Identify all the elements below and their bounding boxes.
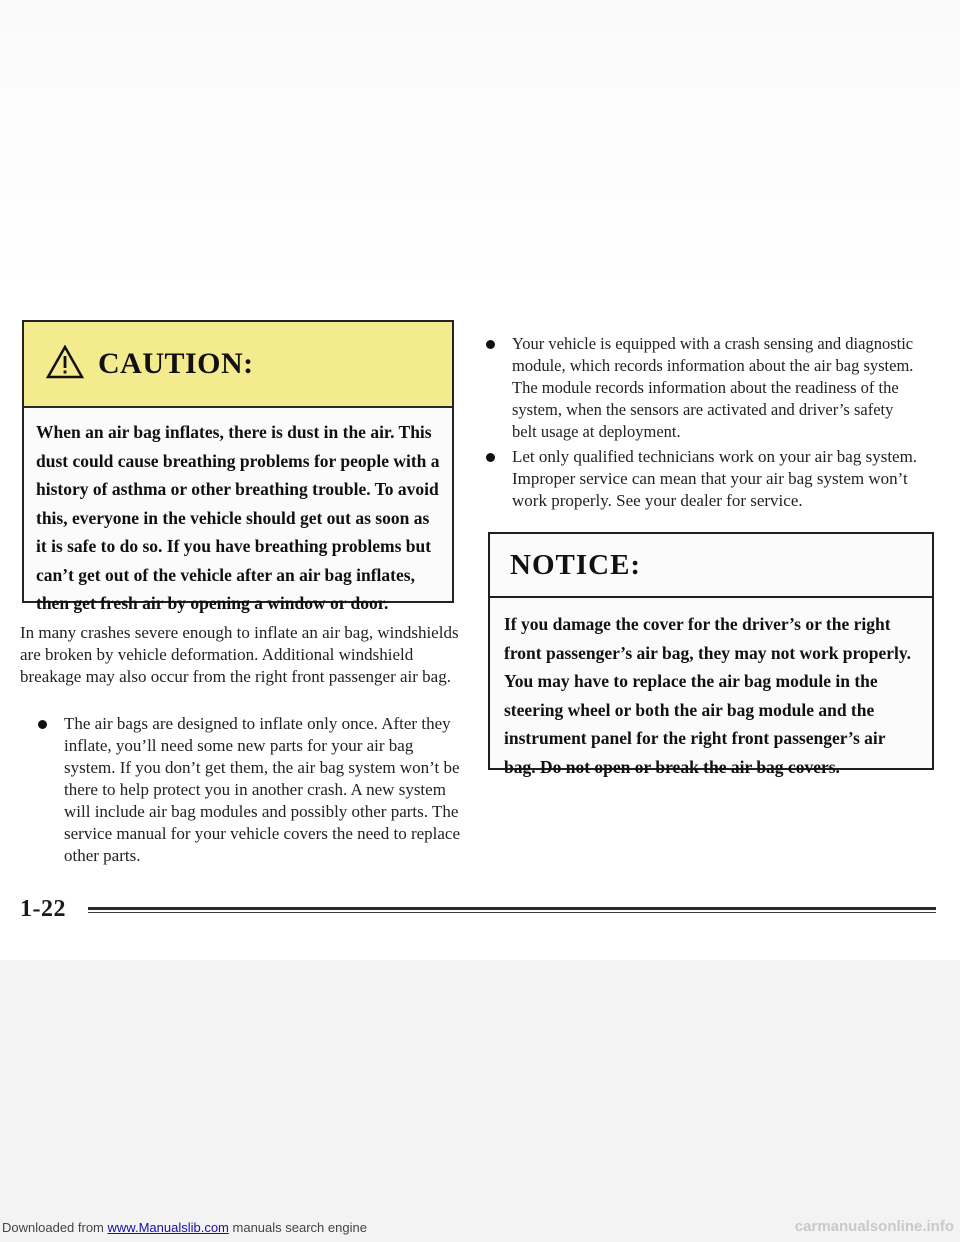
footer-rule-thin xyxy=(88,912,936,913)
scan-shade-bottom xyxy=(0,960,960,1242)
footer-prefix: Downloaded from xyxy=(2,1220,104,1235)
caution-box xyxy=(22,320,454,613)
caution-title: CAUTION: xyxy=(98,347,254,380)
watermark: carmanualsonline.info xyxy=(794,1218,954,1235)
manualslib-link[interactable]: www.Manualslib.com xyxy=(107,1220,229,1235)
page-number: 1-22 xyxy=(20,896,66,922)
notice-text: If you damage the cover for the driver’s or the right front passenger’s air bag, they may not work properly. You may have to replace the air bag module in the steering wheel or both the air bag module and the instrument panel for the right front passenger’s air bag. Do not open or break the air bag covers. xyxy=(504,614,912,777)
notice-header xyxy=(490,534,932,598)
bullet-item xyxy=(64,713,464,867)
download-footer xyxy=(2,1220,367,1235)
bullet-text: Your vehicle is equipped with a crash sensing and diagnostic module, which records information about the air bag system. The module records information about the readiness of the system, when the sensors are activated and driver’s safety belt usage at deployment. xyxy=(512,334,914,441)
notice-box xyxy=(488,532,934,777)
notice-title: NOTICE: xyxy=(510,548,642,581)
bullet-text: Let only qualified technicians work on your air bag system. Improper service can mean that your air bag system won’t work properly. See your dealer for service. xyxy=(512,447,918,510)
bullet-item xyxy=(512,333,922,443)
bullet-text: The air bags are designed to inflate only once. After they inflate, you’ll need some new parts for your air bag system. If you don’t get them, the air bag system won’t be there to help protect you in another crash. A new system will include air bag modules and possibly other parts. The service manual for your vehicle covers the need to replace other parts. xyxy=(64,714,461,865)
bullet-dot xyxy=(486,453,495,462)
caution-text: When an air bag inflates, there is dust in the air. This dust could cause breathing problems for people with a history of asthma or other breathing trouble. To avoid this, everyone in the vehicle should get out as soon as it is safe to do so. If you have breathing problems but can’t get out of the vehicle after an air bag inflates, then get fresh air by opening a window or door. xyxy=(36,422,440,613)
footer-rule xyxy=(88,907,936,910)
bullet-dot xyxy=(38,720,47,729)
bullet-item xyxy=(512,446,922,512)
bullet-dot xyxy=(486,340,495,349)
windshield-paragraph: In many crashes severe enough to inflate an air bag, windshields are broken by vehicle deformation. Additional windshield breakage may also occur from the right front passenger air bag. xyxy=(20,623,459,686)
footer-suffix: manuals search engine xyxy=(232,1220,367,1235)
scan-shade-top xyxy=(0,0,960,300)
warning-triangle-icon xyxy=(46,345,98,384)
caution-header xyxy=(24,322,452,408)
